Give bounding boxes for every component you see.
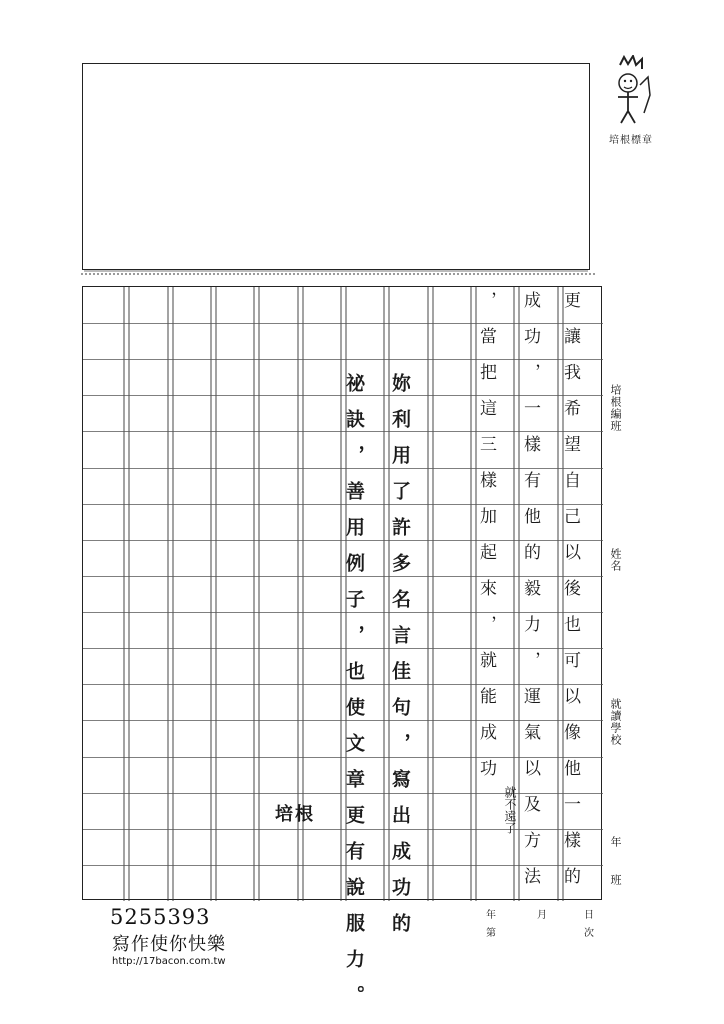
date-order-prefix: 第	[486, 928, 496, 939]
footer-slogan: 寫作使你快樂	[112, 934, 226, 955]
teacher-signature: 培根	[275, 804, 315, 825]
name-label: 姓名	[609, 548, 622, 572]
stamp-mascot-icon	[608, 55, 654, 129]
stamp-label: 培根標章	[609, 135, 653, 146]
teacher-comment-column-1: 妳利用了許多名言佳句，寫出成功的	[389, 373, 411, 949]
footer-url[interactable]: http://17bacon.com.tw	[112, 956, 226, 967]
date-day: 日	[584, 910, 594, 921]
grade-label: 年	[609, 836, 622, 848]
class-label: 班	[609, 874, 622, 886]
school-label: 就讀學校	[609, 698, 622, 746]
date-year: 年	[486, 910, 496, 921]
bacon-stamp	[600, 55, 662, 147]
essay-column-1: 更讓我希望自己以後也可以像他一樣的	[560, 291, 580, 903]
class-id-label: 培根編班	[609, 384, 622, 432]
essay-insert-note: 就不遠了	[503, 786, 517, 834]
date-month: 月	[537, 910, 547, 921]
footer-code: 5255393	[110, 905, 211, 929]
essay-column-3: ，當把這三樣加起來，就能成功	[476, 291, 496, 795]
essay-column-2: 成功，一樣有他的毅力，運氣以及方法	[520, 291, 540, 903]
date-order-suffix: 次	[584, 928, 594, 939]
teacher-comment-box	[82, 63, 590, 270]
teacher-comment-column-2: 祕訣，善用例子，也使文章更有說服力。	[343, 373, 365, 1021]
